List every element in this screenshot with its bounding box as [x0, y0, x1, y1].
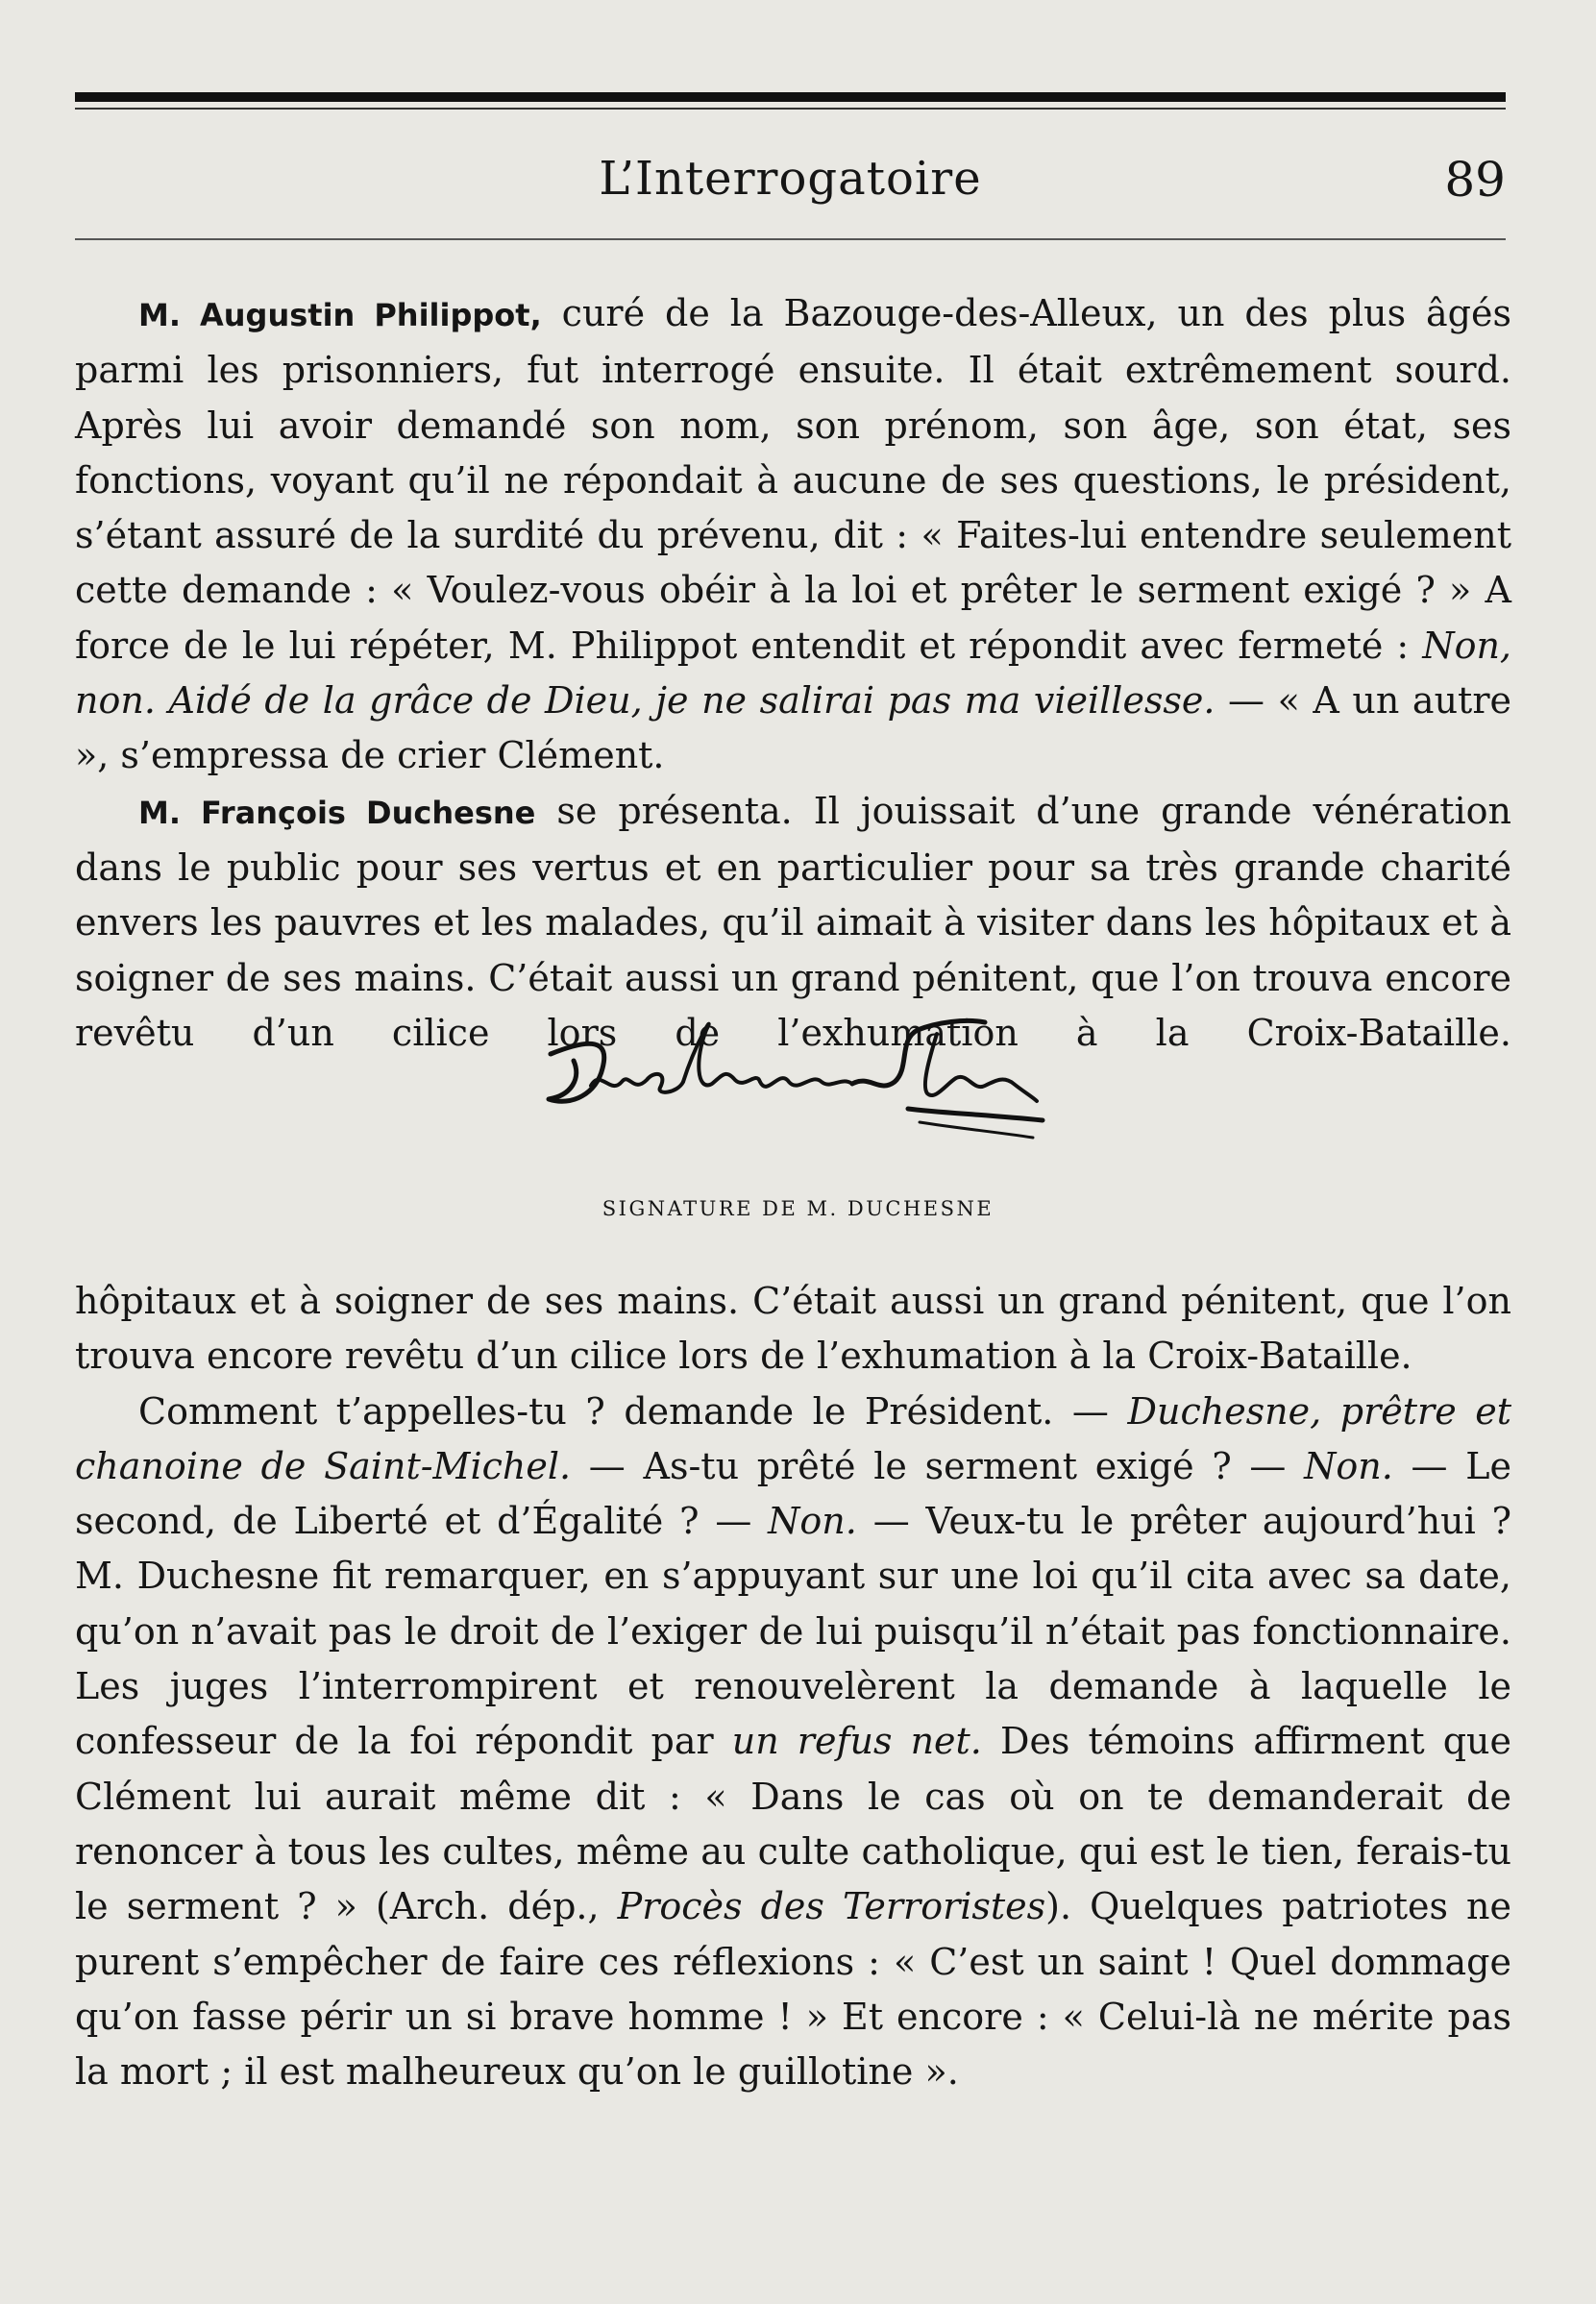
signature-stroke [908, 1109, 1043, 1120]
signature-image [533, 1001, 1052, 1145]
running-title: L’Interrogatoire [599, 152, 982, 206]
italic-reply: Non. [768, 1500, 857, 1543]
paragraph-text: Des témoins affirment que Clément lui aurait même dit : « Dans le cas où on te demanderait de renoncer à tous les cultes, même au culte catholique, qui est le tien, ferais-tu le serment ? » (Arch. dép., [75, 1720, 1512, 1928]
paragraph-interrogation [75, 1385, 1511, 2100]
paragraph-text: — As-tu prêté le serment exigé ? — [571, 1444, 1305, 1487]
signature-stroke [920, 1122, 1033, 1138]
figure-caption: SIGNATURE DE M. DUCHESNE [602, 1197, 994, 1220]
paragraph-text: — Veux-tu le prêter aujourd’hui ? M. Duchesne fit remarquer, en s’appuyant sur une loi qu’il cita avec sa date, qu’on n’avait pas le droit de l’exiger de lui puisqu’il n’était pas fonctionnaire. Les juges l’interrompirent et renouvelèrent la demande à laquelle le confesseur de la foi répondit par [75, 1500, 1512, 1763]
italic-reply: un refus net. [731, 1720, 982, 1763]
paragraph-text: — Le second, de Liberté et d’Égalité ? — [75, 1444, 1511, 1543]
paragraph-text: Comment t’appelles-tu ? demande le Président. — [138, 1389, 1128, 1433]
page-number: 89 [1444, 152, 1506, 208]
signature-stroke [549, 1043, 604, 1101]
paragraph-text: curé de la Bazouge-des-Alleux, un des plus âgés parmi les prisonniers, fut interrogé ensuite. Il était extrêmement sourd. Après lui avoir demandé son nom, son prénom, son âge, son état, ses fonctions, voyant qu’il ne répondait à aucune de ses questions, le président, s’étant assuré de la surdité du prévenu, dit : « Faites-lui entendre seulement cette demande : « Voulez-vous obéir à la loi et prêter le serment exigé ? » A force de le lui répéter, M. Philippot entendit et répondit avec fermeté : [75, 292, 1511, 667]
running-head-rule [75, 238, 1506, 240]
paragraph-text: se présenta. Il jouissait d’une grande vénération dans le public pour ses vertus et en particulier pour sa très grande charité envers les pauvres et les malades, qu’il aimait à visiter dans les hôpitaux et à soigner de ses mains. C’était aussi un grand pénitent, que l’on trouva encore revêtu d’un cilice lors de l’exhumation à la Croix-Bataille. [75, 789, 1511, 1054]
person-name: M. Augustin Philippot, [138, 297, 542, 333]
signature-stroke [925, 1034, 1037, 1101]
running-head [75, 144, 1506, 221]
italic-quote: Non, non. Aidé de la grâce de Dieu, je ne salirai pas ma vieillesse. [75, 624, 1511, 723]
italic-reply: Duchesne, prêtre et chanoine de Saint-Michel. [75, 1389, 1512, 1487]
paragraph-duchesne-continued: hôpitaux et à soigner de ses mains. C’était aussi un grand pénitent, que l’on trouva encore revêtu d’un cilice lors de l’exhumation à la Croix-Bataille. [75, 1280, 1511, 1378]
paragraph-text: — « A un autre », s’empressa de crier Clément. [75, 679, 1511, 777]
header-thin-rule [75, 108, 1506, 110]
italic-reply: Non. [1304, 1444, 1393, 1487]
paragraph-philippot [75, 286, 1511, 784]
header-thick-rule [75, 92, 1506, 102]
signature-stroke [683, 1024, 852, 1087]
paragraph-text: ). Quelques patriotes ne purent s’empêcher de faire ces réflexions : « C’est un saint ! Quel dommage qu’on fasse périr un si brave homme ! » Et encore : « Celui-là ne mérite pas la mort ; il est malheureux qu’on le guillotine ». [75, 1885, 1512, 2094]
person-name: M. François Duchesne [138, 794, 536, 831]
text-block-lower [75, 1274, 1511, 2099]
text-block-upper [75, 286, 1511, 1061]
signature-stroke [852, 1020, 985, 1086]
italic-title: Procès des Terroristes [617, 1885, 1046, 1928]
signature-stroke [591, 1074, 683, 1092]
